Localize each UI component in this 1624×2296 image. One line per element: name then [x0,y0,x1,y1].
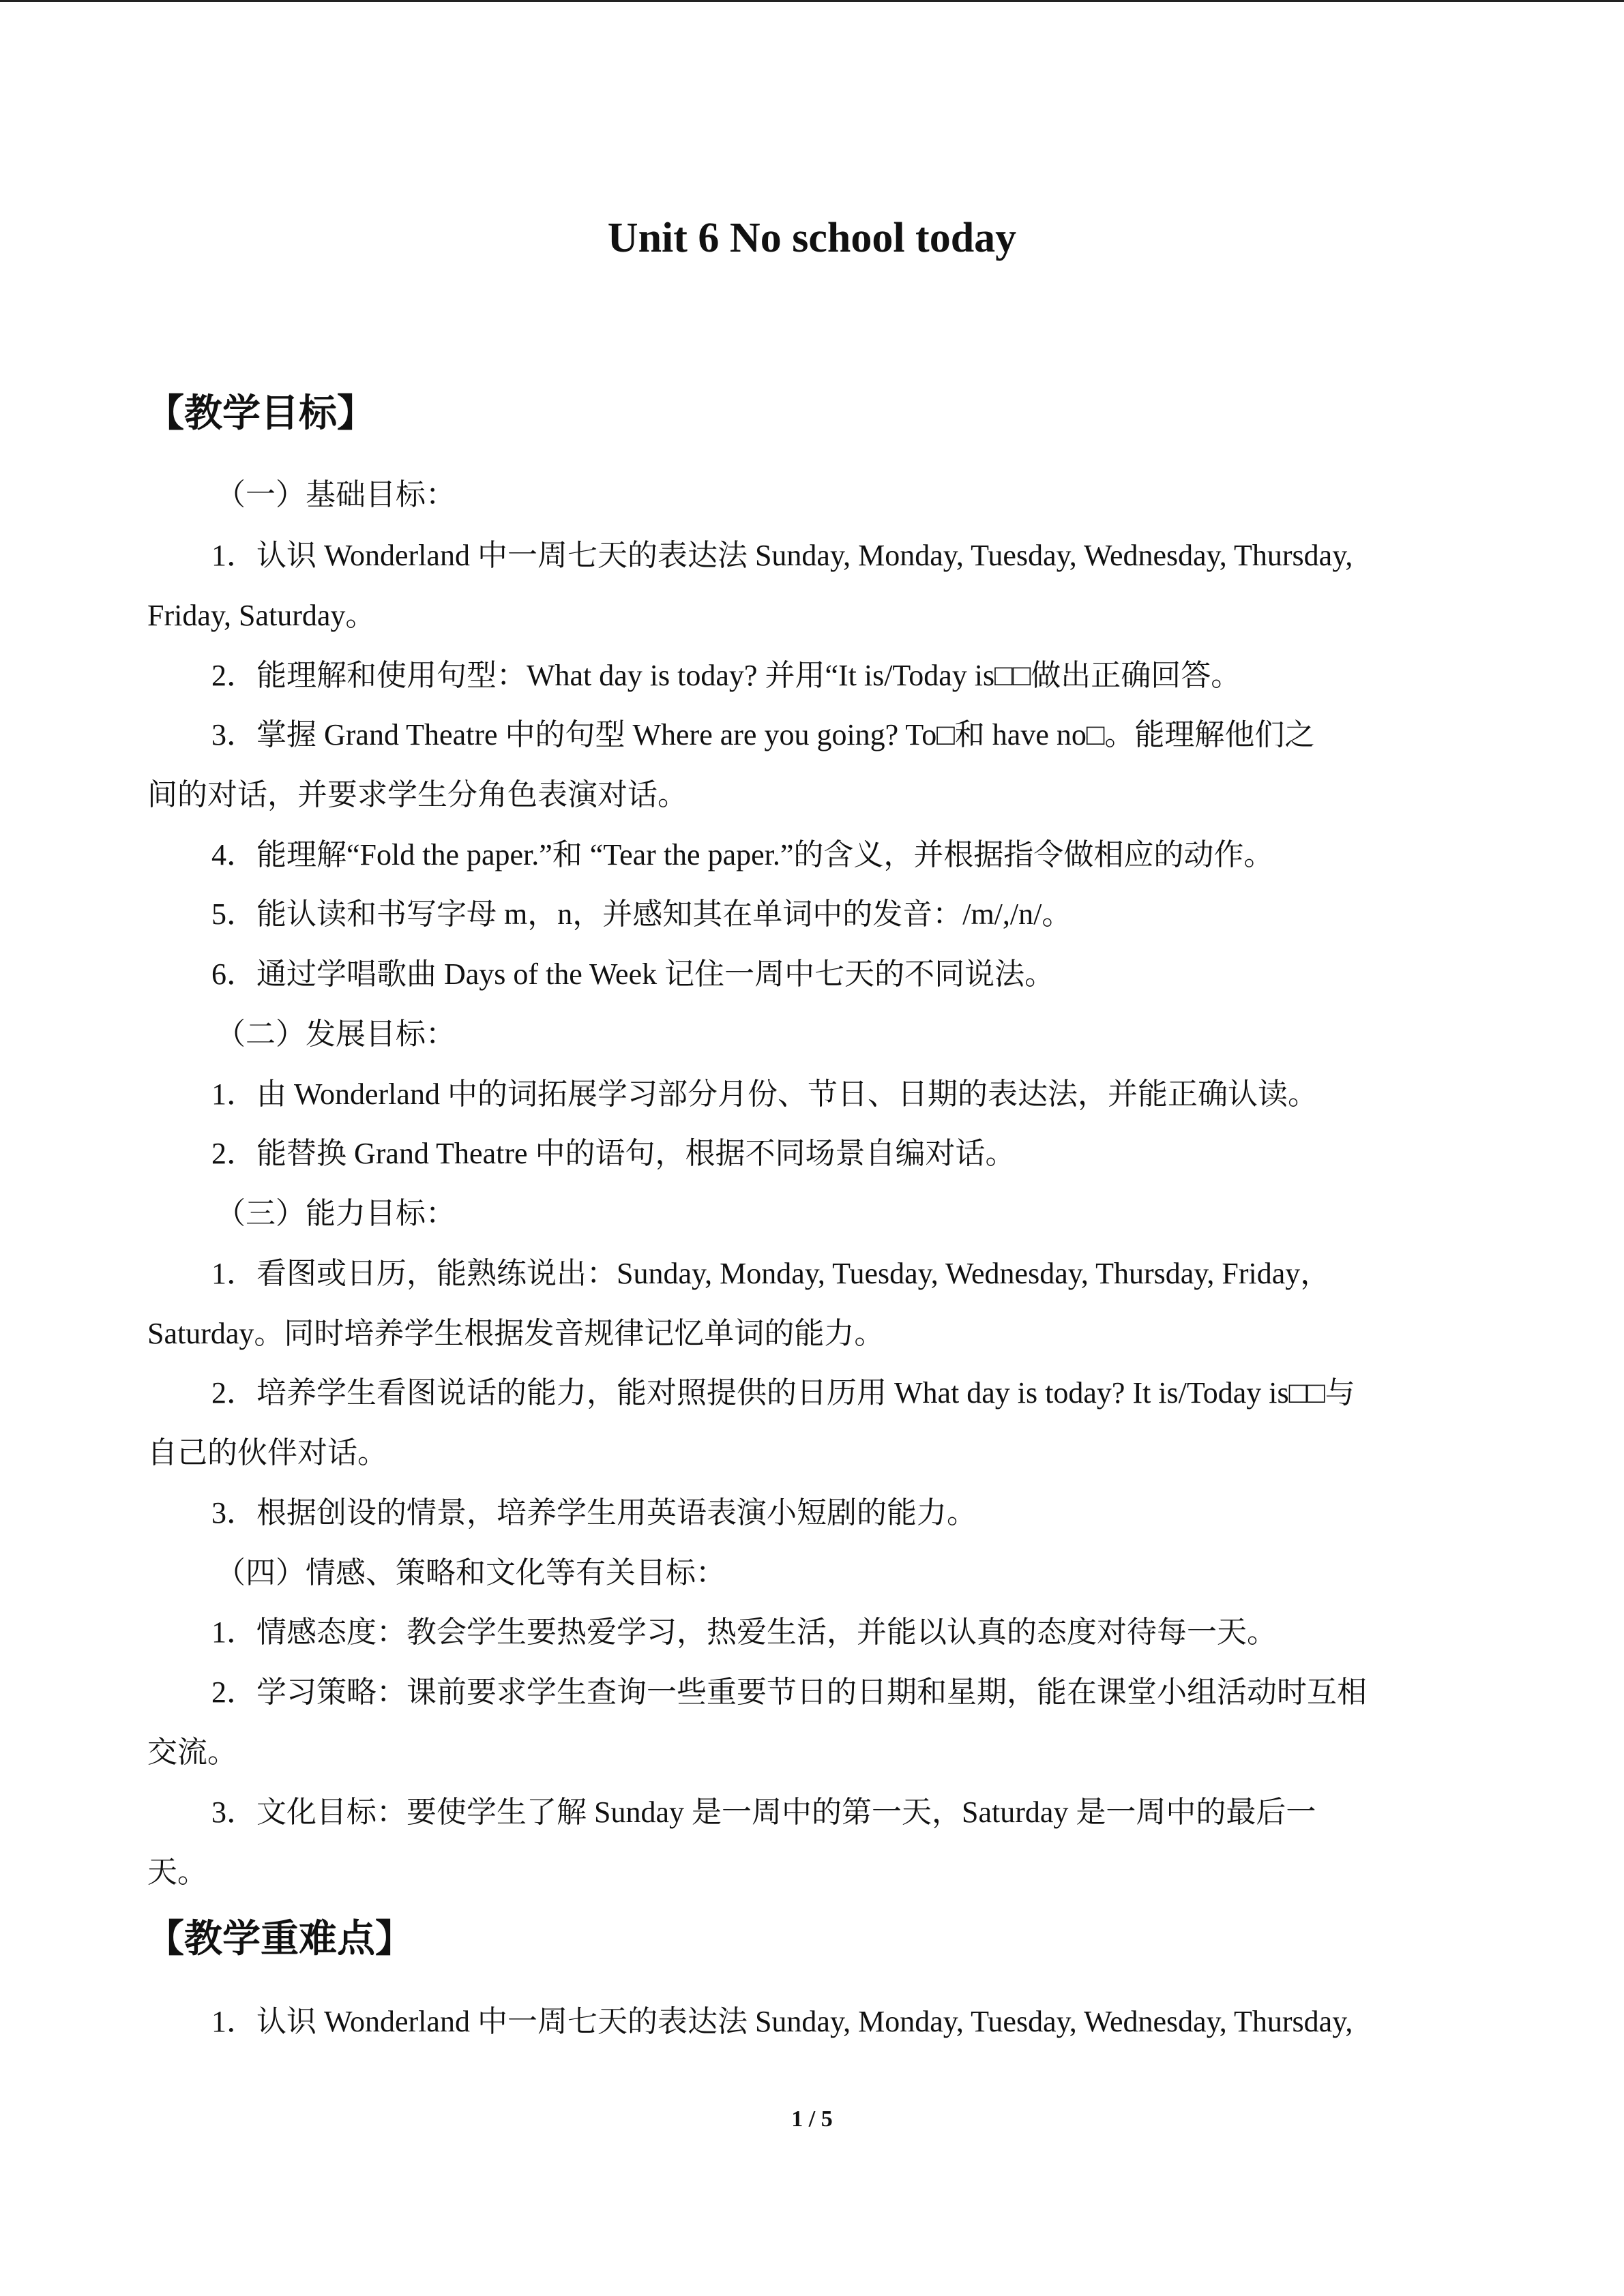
paragraph-line: 1．情感态度：教会学生要热爱学习，热爱生活，并能以认真的态度对待每一天。 [211,1615,1277,1649]
paragraph-line: 3．根据创设的情景，培养学生用英语表演小短剧的能力。 [211,1496,977,1530]
top-border [0,0,1624,2]
paragraph-line: 2．能理解和使用句型：What day is today? 并用“It is/Today is□□做出正确回答。 [211,659,1241,692]
subheading-affective-goals: （四）情感、策略和文化等有关目标： [216,1556,726,1590]
page-number: 1 / 5 [791,2106,833,2132]
paragraph-line: 4．能理解“Fold the paper.”和 “Tear the paper.”的含义，并根据指令做相应的动作。 [211,838,1274,871]
paragraph-line: 1．看图或日历，能熟练说出：Sunday, Monday, Tuesday, Wednesday, Thursday, Friday， [211,1257,1331,1290]
paragraph-line: 2．学习策略：课前要求学生查询一些重要节日的日期和星期，能在课堂小组活动时互相 [211,1675,1367,1709]
paragraph-line: 1．由 Wonderland 中的词拓展学习部分月份、节日、日期的表达法，并能正确认读。 [211,1077,1318,1111]
paragraph-line: 间的对话，并要求学生分角色表演对话。 [147,778,688,811]
paragraph-line: Friday, Saturday。 [147,599,376,632]
paragraph-line: 3．文化目标：要使学生了解 Sunday 是一周中的第一天，Saturday 是一周中的最后一 [211,1795,1316,1829]
section-heading-key-points: 【教学重难点】 [146,1918,413,1960]
subheading-basic-goals: （一）基础目标： [216,478,456,511]
subheading-development-goals: （二）发展目标： [216,1017,456,1051]
paragraph-line: 交流。 [147,1735,237,1769]
subheading-ability-goals: （三）能力目标： [216,1197,456,1230]
paragraph-line: 6．通过学唱歌曲 Days of the Week 记住一周中七天的不同说法。 [211,957,1055,991]
paragraph-line: Saturday。同时培养学生根据发音规律记忆单词的能力。 [147,1317,885,1350]
paragraph-line: 2．培养学生看图说话的能力，能对照提供的日历用 What day is today? It is/Today is□□与 [211,1376,1355,1410]
paragraph-line: 3．掌握 Grand Theatre 中的句型 Where are you going? To□和 have no□。能理解他们之 [211,718,1315,751]
section-heading-teaching-goals: 【教学目标】 [146,393,375,435]
document-title: Unit 6 No school today [607,215,1017,261]
paragraph-line: 2．能替换 Grand Theatre 中的语句，根据不同场景自编对话。 [211,1137,1016,1170]
paragraph-line: 5．能认读和书写字母 m，n，并感知其在单词中的发音：/m/,/n/。 [211,897,1072,931]
paragraph-line: 天。 [147,1855,207,1889]
paragraph-line: 1．认识 Wonderland 中一周七天的表达法 Sunday, Monday, Tuesday, Wednesday, Thursday, [211,539,1353,572]
paragraph-line: 1．认识 Wonderland 中一周七天的表达法 Sunday, Monday, Tuesday, Wednesday, Thursday, [211,2005,1353,2038]
paragraph-line: 自己的伙伴对话。 [147,1436,387,1470]
